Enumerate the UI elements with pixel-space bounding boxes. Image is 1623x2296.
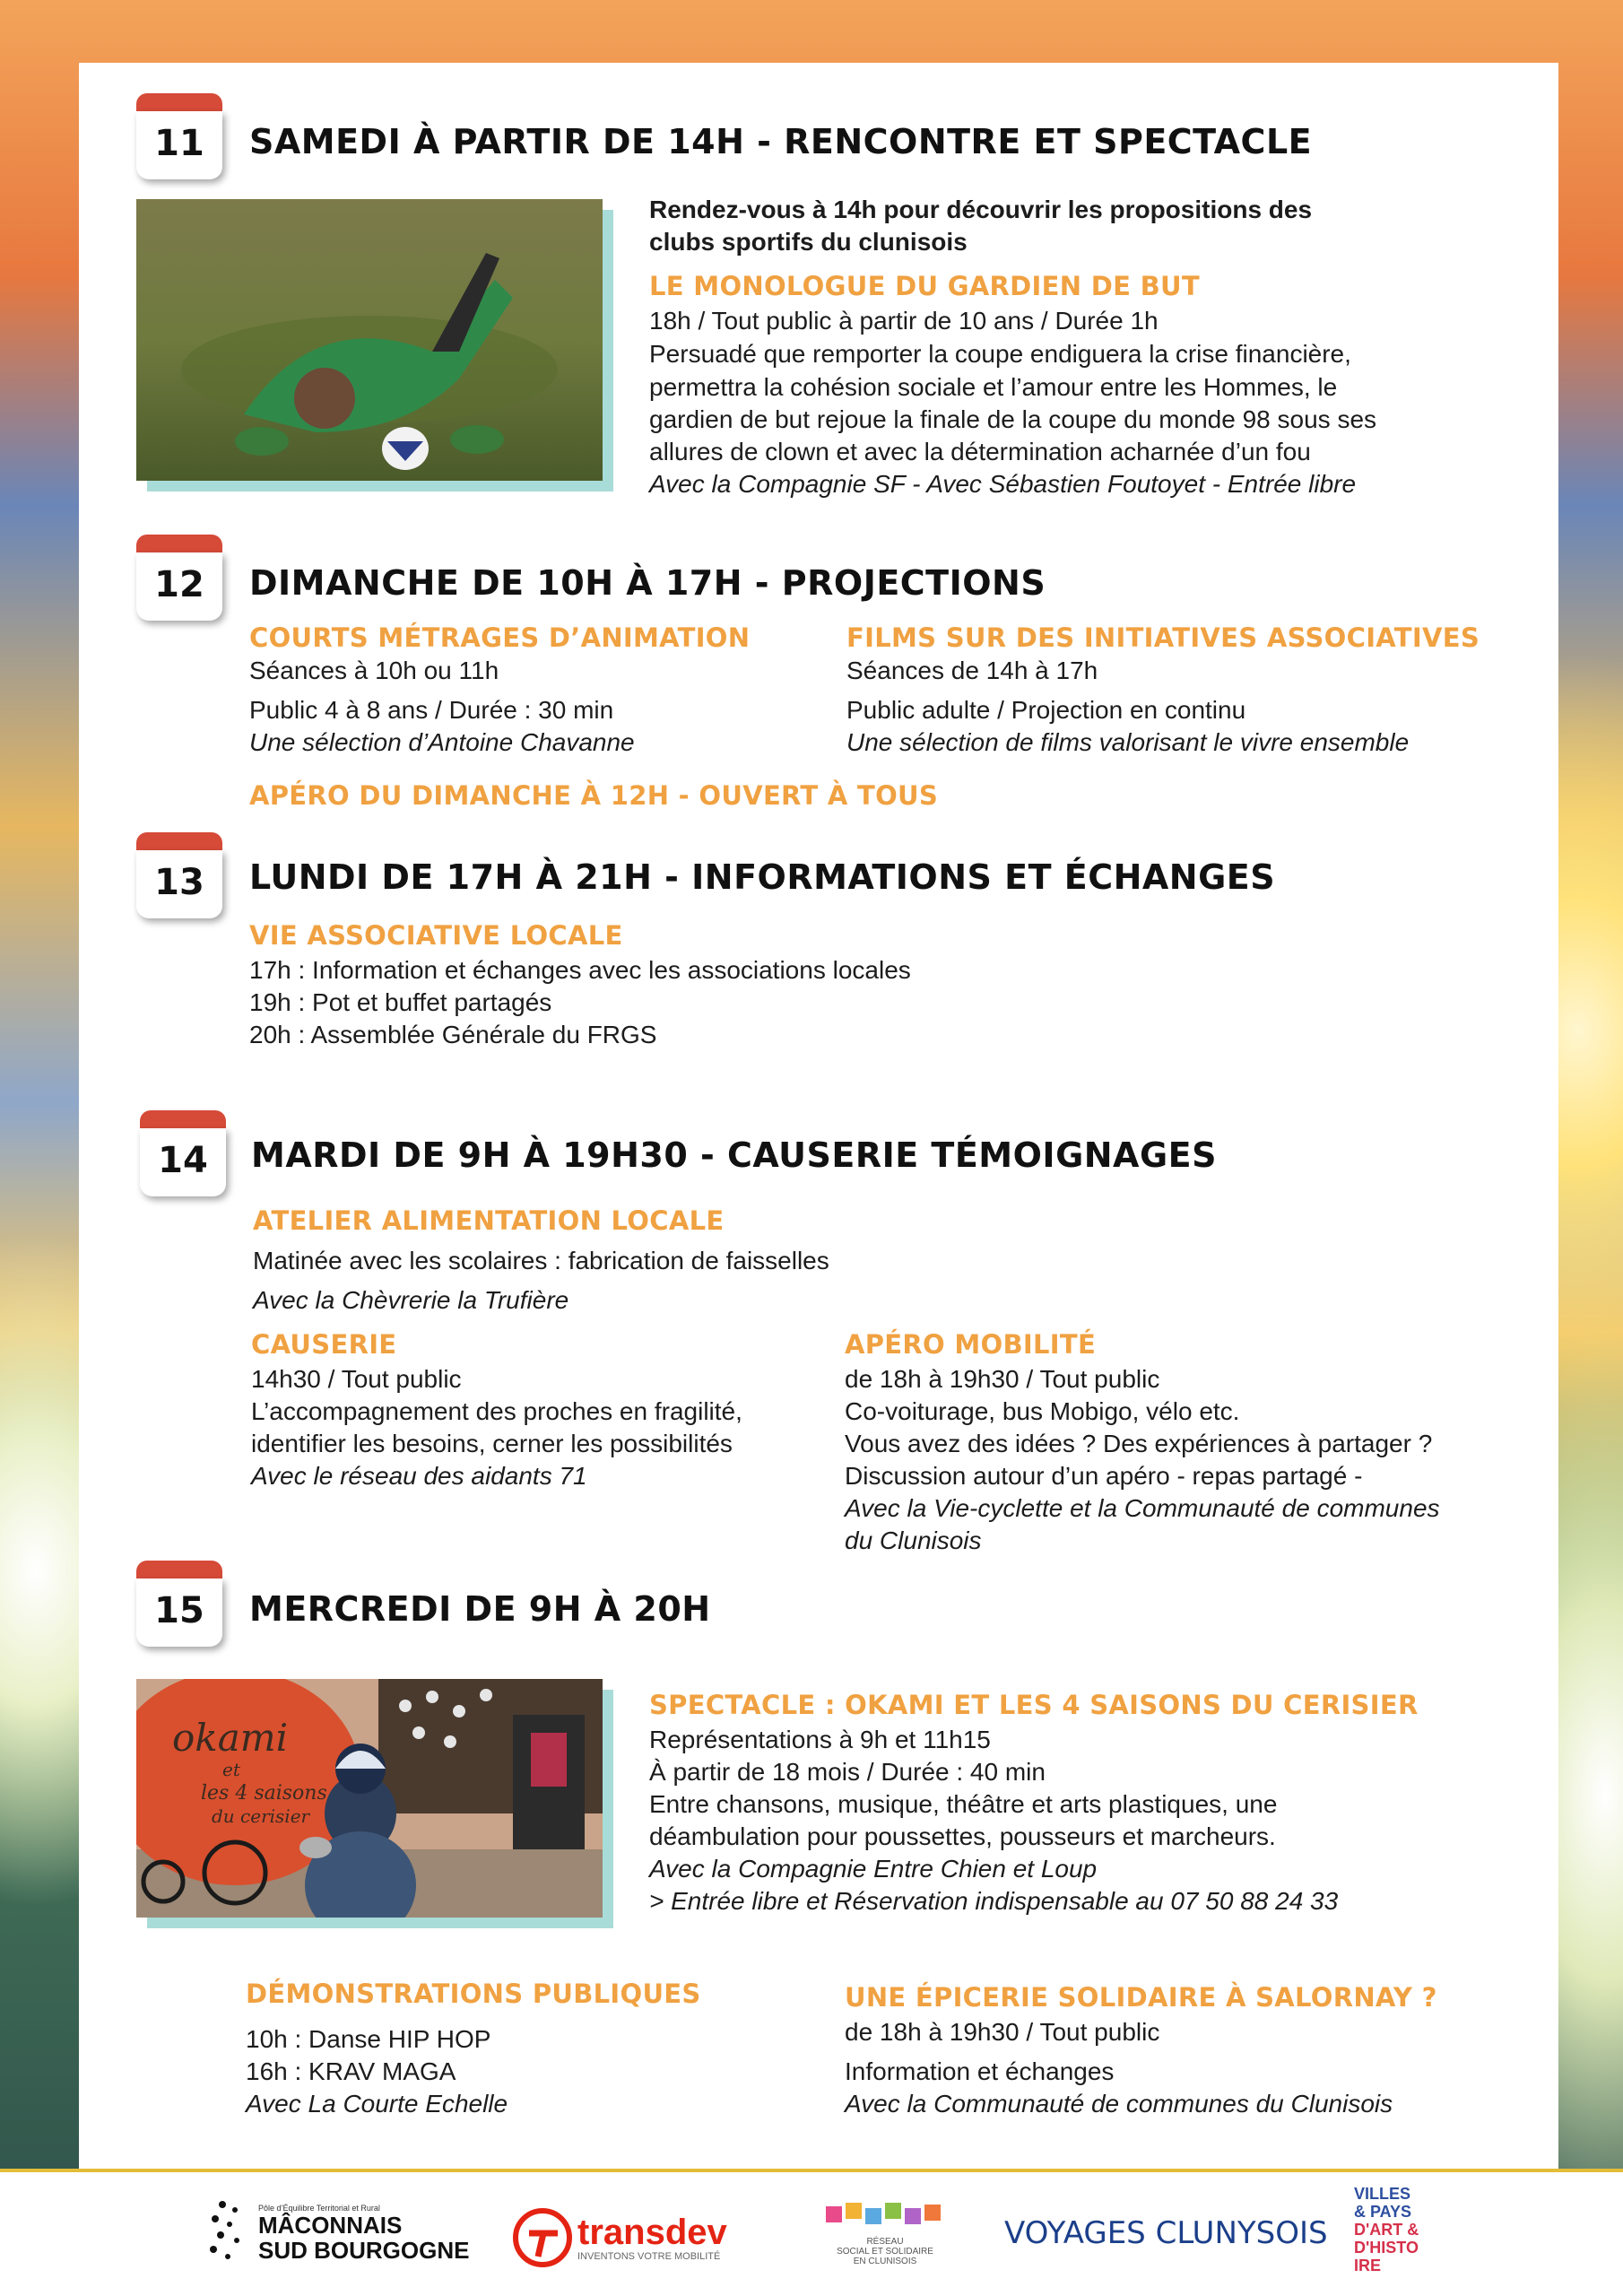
d15-spectacle-5: Avec la Compagnie Entre Chien et Loup — [649, 1855, 1098, 1883]
d15-epicerie-1: de 18h à 19h30 / Tout public — [845, 2018, 1160, 2046]
d15-demo-1: 10h : Danse HIP HOP — [246, 2025, 491, 2053]
d13-line-1: 17h : Information et échanges avec les associations locales — [249, 956, 911, 984]
d12-left-1: Séances à 10h ou 11h — [249, 657, 499, 684]
maconnais-logo — [204, 2188, 473, 2278]
d12-apero: APÉRO DU DIMANCHE À 12H - OUVERT À TOUS — [249, 780, 939, 811]
transdev-logo — [511, 2197, 771, 2278]
d13-line-3: 20h : Assemblée Générale du FRGS — [249, 1021, 657, 1048]
d15-spectacle-1: Représentations à 9h et 11h15 — [649, 1726, 991, 1753]
transdev-mark-icon — [511, 2206, 574, 2269]
villes-line-2: & PAYS — [1354, 2203, 1412, 2221]
d14-causerie-4: Avec le réseau des aidants 71 — [251, 1462, 587, 1490]
reseau-text-2: SOCIAL ET SOLIDAIRE — [837, 2246, 933, 2257]
okami-saisons-text: les 4 saisons — [201, 1782, 327, 1805]
voyages-wordmark: VOYAGES CLUNYSOIS — [1004, 2215, 1328, 2251]
d15-demo-title: DÉMONSTRATIONS PUBLIQUES — [246, 1979, 701, 2009]
d12-left-2: Public 4 à 8 ans / Durée : 30 min — [249, 696, 614, 724]
d14-mobilite-title: APÉRO MOBILITÉ — [845, 1329, 1097, 1360]
day-heading-14: MARDI DE 9H À 19H30 - CAUSERIE TÉMOIGNAGES — [251, 1135, 1217, 1175]
maconnais-line-2: SUD BOURGOGNE — [258, 2237, 470, 2264]
d14-causerie-2: L’accompagnement des proches en fragilité, — [251, 1397, 742, 1425]
d11-line-5: allures de clown et avec la détermination acharnée d’un fou — [649, 438, 1311, 465]
day-heading-11: SAMEDI À PARTIR DE 14H - RENCONTRE ET SPECTACLE — [249, 122, 1313, 161]
maconnais-dots-icon — [204, 2197, 249, 2269]
d11-intro-1: Rendez-vous à 14h pour découvrir les propositions des — [649, 196, 1313, 223]
d14-atelier-1: Matinée avec les scolaires : fabrication de faisselles — [253, 1247, 829, 1274]
d12-right-1: Séances de 14h à 17h — [846, 657, 1098, 684]
d11-intro-2: clubs sportifs du clunisois — [649, 228, 968, 256]
d14-mobilite-3: Vous avez des idées ? Des expériences à partager ? — [845, 1430, 1433, 1457]
okami-title-text: okami — [172, 1716, 289, 1760]
transdev-wordmark: transdev — [577, 2213, 727, 2252]
voyages-clunysois-logo — [1001, 2188, 1328, 2278]
d15-spectacle-3: Entre chansons, musique, théâtre et arts plastiques, une — [649, 1790, 1278, 1818]
maconnais-small-text: Pôle d’Équilibre Territorial et Rural — [258, 2204, 380, 2213]
d14-mobilite-1: de 18h à 19h30 / Tout public — [845, 1365, 1160, 1393]
d14-causerie-1: 14h30 / Tout public — [251, 1365, 462, 1393]
d14-causerie-title: CAUSERIE — [251, 1329, 397, 1360]
d15-epicerie-3: Avec la Communauté de communes du Clunisois — [845, 2090, 1393, 2118]
reseau-puzzle-icon — [822, 2201, 948, 2237]
day-heading-13: LUNDI DE 17H À 21H - INFORMATIONS ET ÉCHANGES — [249, 857, 1276, 897]
day-badge-13: 13 — [136, 832, 222, 918]
day-heading-15: MERCREDI DE 9H À 20H — [249, 1589, 711, 1629]
d15-spectacle-6: > Entrée libre et Réservation indispensable au 07 50 88 24 33 — [649, 1887, 1339, 1915]
day-badge-15: 15 — [136, 1561, 222, 1647]
d12-right-2: Public adulte / Projection en continu — [846, 696, 1246, 724]
reseau-solidaire-logo — [818, 2188, 952, 2278]
d15-spectacle-4: déambulation pour poussettes, pousseurs et marcheurs. — [649, 1822, 1276, 1850]
day-badge-11: 11 — [136, 93, 222, 179]
d14-mobilite-5: Avec la Vie-cyclette et la Communauté de communes — [845, 1494, 1440, 1522]
villes-line-3: D'ART & — [1354, 2221, 1419, 2239]
d13-title: VIE ASSOCIATIVE LOCALE — [249, 920, 623, 951]
goalkeeper-photo — [136, 199, 603, 481]
d11-credit: Avec la Compagnie SF - Avec Sébastien Foutoyet - Entrée libre — [649, 470, 1357, 498]
villes-art-histoire-logo — [1354, 2185, 1426, 2278]
d15-epicerie-title: UNE ÉPICERIE SOLIDAIRE À SALORNAY ? — [845, 1982, 1437, 2013]
d15-spectacle-2: À partir de 18 mois / Durée : 40 min — [649, 1758, 1046, 1786]
okami-show-photo — [136, 1679, 603, 1918]
d14-mobilite-2: Co-voiturage, bus Mobigo, vélo etc. — [845, 1397, 1240, 1425]
d11-line-4: gardien de but rejoue la finale de la coupe du monde 98 sous ses — [649, 405, 1377, 433]
villes-line-5: IRE — [1354, 2257, 1382, 2274]
d12-right-title: FILMS SUR DES INITIATIVES ASSOCIATIVES — [846, 622, 1480, 653]
day-badge-14: 14 — [140, 1110, 226, 1196]
d15-epicerie-2: Information et échanges — [845, 2057, 1115, 2085]
d11-line-3: permettra la cohésion sociale et l’amour entre les Hommes, le — [649, 373, 1338, 401]
transdev-tagline: INVENTONS VOTRE MOBILITÉ — [577, 2251, 721, 2262]
d12-left-3: Une sélection d’Antoine Chavanne — [249, 728, 635, 756]
reseau-text-1: RÉSEAU — [866, 2236, 904, 2247]
d11-event-title: LE MONOLOGUE DU GARDIEN DE BUT — [649, 271, 1200, 301]
d11-line-1: 18h / Tout public à partir de 10 ans / Durée 1h — [649, 307, 1159, 335]
d14-mobilite-4: Discussion autour d’un apéro - repas partagé - — [845, 1462, 1363, 1490]
day-badge-12: 12 — [136, 535, 222, 621]
day-heading-12: DIMANCHE DE 10H À 17H - PROJECTIONS — [249, 563, 1046, 603]
d14-atelier-2: Avec la Chèvrerie la Trufière — [253, 1286, 569, 1314]
d15-demo-3: Avec La Courte Echelle — [246, 2090, 508, 2118]
d14-mobilite-6: du Clunisois — [845, 1526, 982, 1554]
d14-causerie-3: identifier les besoins, cerner les possibilités — [251, 1430, 733, 1457]
okami-cerisier-text: du cerisier — [212, 1805, 310, 1827]
d12-left-title: COURTS MÉTRAGES D’ANIMATION — [249, 622, 751, 653]
d14-atelier-title: ATELIER ALIMENTATION LOCALE — [253, 1205, 725, 1236]
d12-right-3: Une sélection de films valorisant le vivre ensemble — [846, 728, 1410, 756]
maconnais-line-1: MÂCONNAIS — [258, 2212, 403, 2239]
d15-spectacle-title: SPECTACLE : OKAMI ET LES 4 SAISONS DU CERISIER — [649, 1690, 1419, 1720]
d15-demo-2: 16h : KRAV MAGA — [246, 2057, 456, 2085]
d11-line-2: Persuadé que remporter la coupe endiguera la crise financière, — [649, 340, 1351, 368]
okami-et-text: et — [222, 1759, 240, 1780]
villes-line-4: D'HISTO — [1354, 2239, 1419, 2257]
villes-line-1: VILLES — [1354, 2185, 1411, 2203]
d13-line-2: 19h : Pot et buffet partagés — [249, 988, 552, 1016]
reseau-text-3: EN CLUNISOIS — [853, 2256, 917, 2266]
